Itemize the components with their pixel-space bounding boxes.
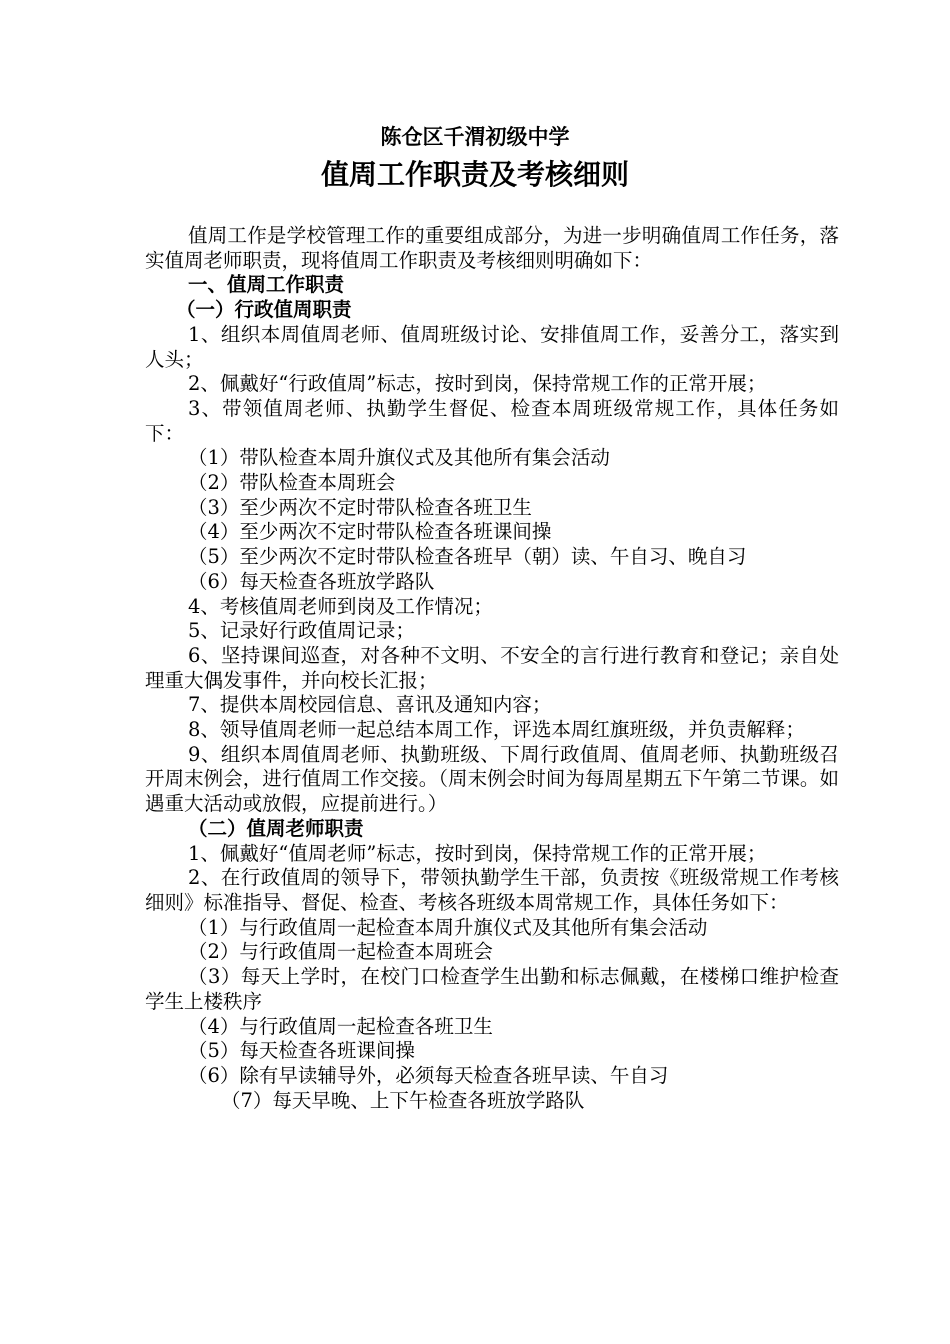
admin-duty-item: 1、组织本周值周老师、值周班级讨论、安排值周工作，妥善分工，落实到人头； xyxy=(145,322,839,371)
subsection-heading-admin: （一）行政值周职责 xyxy=(176,298,352,322)
teacher-task-item: （7）每天早晚、上下午检查各班放学路队 xyxy=(221,1088,585,1112)
school-name: 陈仓区千渭初级中学 xyxy=(380,125,570,149)
admin-task-item: （5）至少两次不定时带队检查各班早（朝）读、午自习、晚自习 xyxy=(188,545,747,569)
admin-duty-item: 2、佩戴好“行政值周”标志，按时到岗，保持常规工作的正常开展； xyxy=(188,372,767,396)
admin-duty-item: 6、坚持课间巡查，对各种不文明、不安全的言行进行教育和登记；亲自处理重大偶发事件，并向校长汇报； xyxy=(145,643,839,692)
section-heading-duties: 一、值周工作职责 xyxy=(188,273,345,297)
teacher-task-item: （6）除有早读辅导外，必须每天检查各班早读、午自习 xyxy=(188,1063,669,1087)
subsection-heading-teacher: （二）值周老师职责 xyxy=(188,816,364,840)
document-body xyxy=(145,224,839,1113)
admin-task-item: （4）至少两次不定时带队检查各班课间操 xyxy=(188,520,552,544)
admin-duty-item: 8、领导值周老师一起总结本周工作，评选本周红旗班级，并负责解释； xyxy=(188,718,805,742)
teacher-task-item: （1）与行政值周一起检查本周升旗仪式及其他所有集会活动 xyxy=(188,915,708,939)
intro-paragraph: 值周工作是学校管理工作的重要组成部分，为进一步明确值周工作任务，落实值周老师职责，现将值周工作职责及考核细则明确如下： xyxy=(145,224,839,272)
admin-duty-item: 5、记录好行政值周记录； xyxy=(188,619,415,643)
teacher-duty-item: 1、佩戴好“值周老师”标志，按时到岗，保持常规工作的正常开展； xyxy=(188,841,767,865)
admin-duty-item: 7、提供本周校园信息、喜讯及通知内容； xyxy=(188,693,552,717)
teacher-task-item: （3）每天上学时，在校门口检查学生出勤和标志佩戴，在楼梯口维护检查学生上楼秩序 xyxy=(145,965,839,1013)
admin-duty-item: 3、带领值周老师、执勤学生督促、检查本周班级常规工作，具体任务如下： xyxy=(145,396,839,445)
admin-task-item: （6）每天检查各班放学路队 xyxy=(188,569,435,593)
teacher-task-item: （5）每天检查各班课间操 xyxy=(188,1039,415,1063)
document-title: 值周工作职责及考核细则 xyxy=(320,158,629,191)
teacher-task-item: （2）与行政值周一起检查本周班会 xyxy=(188,940,493,964)
admin-duty-item: 4、考核值周老师到岗及工作情况； xyxy=(188,594,493,618)
admin-task-item: （2）带队检查本周班会 xyxy=(188,471,396,495)
teacher-duty-item: 2、在行政值周的领导下，带领执勤学生干部，负责按《班级常规工作考核细则》标准指导、督促、检查、考核各班级本周常规工作，具体任务如下： xyxy=(145,866,839,914)
admin-task-item: （3）至少两次不定时带队检查各班卫生 xyxy=(188,495,532,519)
admin-task-item: （1）带队检查本周升旗仪式及其他所有集会活动 xyxy=(188,446,610,470)
admin-duty-item: 9、组织本周值周老师、执勤班级、下周行政值周、值周老师、执勤班级召开周末例会，进行值周工作交接。（周末例会时间为每周星期五下午第二节课。如遇重大活动或放假，应提前进行。） xyxy=(145,742,839,816)
teacher-task-item: （4）与行政值周一起检查各班卫生 xyxy=(188,1014,493,1038)
